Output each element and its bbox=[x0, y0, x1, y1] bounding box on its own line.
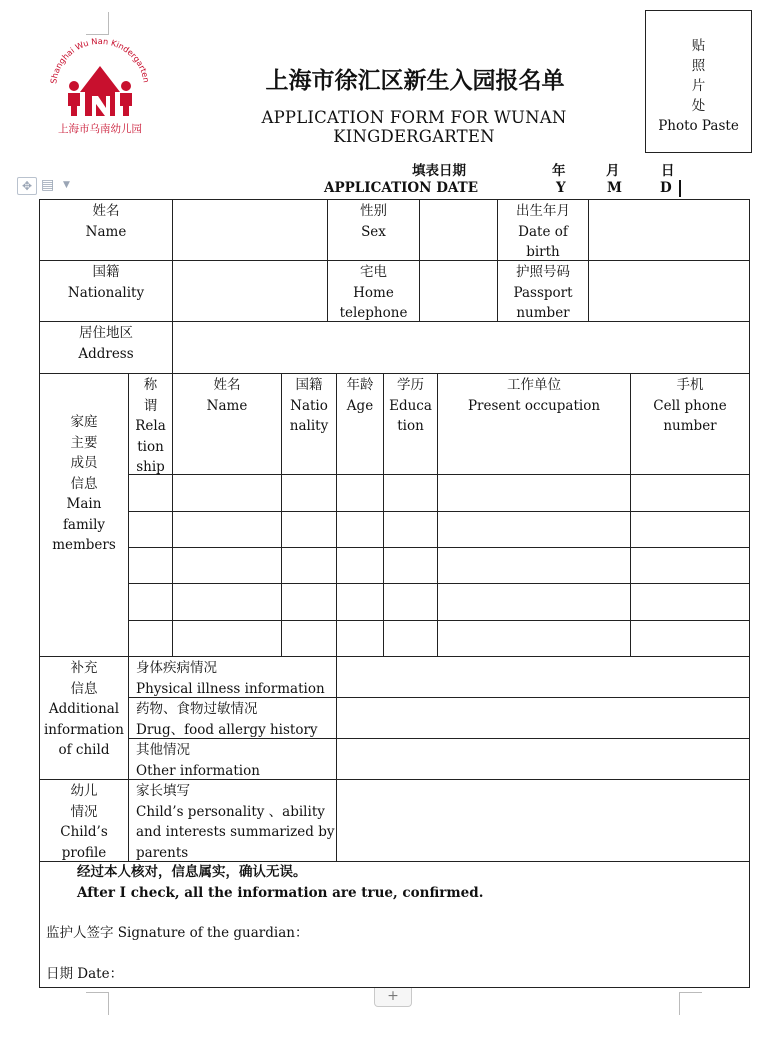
photo-en: Photo Paste bbox=[658, 118, 739, 134]
family-row-5-age[interactable] bbox=[337, 621, 384, 657]
photo-cn-4: 处 bbox=[691, 98, 706, 114]
family-row-5-name[interactable] bbox=[173, 621, 282, 657]
member-age-header: 年龄 Age bbox=[337, 374, 384, 475]
profile-field[interactable] bbox=[337, 780, 749, 862]
nationality-label-cell: 国籍 Nationality bbox=[40, 261, 173, 322]
crop-mark-top-left bbox=[86, 12, 109, 35]
passport-label-cell: 护照号码 Passport number bbox=[498, 261, 589, 322]
kindergarten-logo bbox=[40, 36, 160, 136]
declaration-cn: 经过本人核对，信息属实，确认无误。 bbox=[77, 864, 307, 880]
date-year-cn: 年 bbox=[552, 163, 566, 179]
guardian-signature-label[interactable]: 监护人签字 Signature of the guardian： bbox=[46, 925, 309, 941]
family-row-2-occupation[interactable] bbox=[438, 512, 631, 548]
family-row-5-occupation[interactable] bbox=[438, 621, 631, 657]
photo-cn-1: 贴 bbox=[691, 38, 706, 54]
application-form-table bbox=[39, 199, 750, 988]
table-menu-icon[interactable]: ▤ bbox=[41, 177, 55, 193]
family-row-1-name[interactable] bbox=[173, 475, 282, 512]
member-education-header: 学历 Educa tion bbox=[384, 374, 438, 475]
passport-field[interactable] bbox=[589, 261, 749, 322]
form-title-cn: 上海市徐汇区新生入园报名单 bbox=[265, 68, 565, 94]
sex-label-cell: 性别 Sex bbox=[328, 200, 420, 261]
crop-mark-bottom-left bbox=[86, 992, 109, 1015]
family-row-1-phone[interactable] bbox=[631, 475, 749, 512]
declaration-en: After I check, all the information are true, confirmed. bbox=[77, 884, 484, 901]
address-label-cell: 居住地区 Address bbox=[40, 322, 173, 374]
photo-cn-3: 片 bbox=[691, 78, 706, 94]
member-name-header: 姓名 Name bbox=[173, 374, 282, 475]
member-occupation-header: 工作单位 Present occupation bbox=[438, 374, 631, 475]
family-row-4-age[interactable] bbox=[337, 584, 384, 621]
family-row-4-nationality[interactable] bbox=[282, 584, 337, 621]
declaration-cell bbox=[40, 862, 749, 987]
name-field[interactable] bbox=[173, 200, 328, 261]
crop-mark-bottom-right bbox=[679, 992, 702, 1015]
chevron-down-icon[interactable]: ▼ bbox=[63, 180, 70, 190]
family-section-label: 家庭 主要 成员 信息 Main family members bbox=[40, 374, 129, 657]
family-row-5-relationship[interactable] bbox=[129, 621, 173, 657]
date-day-en: D bbox=[660, 180, 672, 196]
allergy-field[interactable] bbox=[337, 698, 749, 739]
family-row-5-education[interactable] bbox=[384, 621, 438, 657]
family-row-4-occupation[interactable] bbox=[438, 584, 631, 621]
date-month-en: M bbox=[607, 180, 622, 196]
form-title-en: APPLICATION FORM FOR WUNAN KINGDERGARTEN bbox=[261, 108, 567, 146]
photo-paste-box bbox=[645, 10, 752, 153]
logo-arc-text: Shanghai Wu Nan Kindergarten bbox=[48, 36, 152, 85]
home-telephone-label-cell: 宅电 Home telephone bbox=[328, 261, 420, 322]
text-cursor bbox=[679, 180, 681, 197]
family-row-1-age[interactable] bbox=[337, 475, 384, 512]
family-row-3-occupation[interactable] bbox=[438, 548, 631, 584]
date-year-en: Y bbox=[556, 180, 566, 196]
family-row-2-nationality[interactable] bbox=[282, 512, 337, 548]
physical-illness-field[interactable] bbox=[337, 657, 749, 698]
member-nationality-header: 国籍 Natio nality bbox=[282, 374, 337, 475]
family-row-4-relationship[interactable] bbox=[129, 584, 173, 621]
family-row-3-nationality[interactable] bbox=[282, 548, 337, 584]
nationality-field[interactable] bbox=[173, 261, 328, 322]
profile-section-label: 幼儿 情况 Child’s profile bbox=[40, 780, 129, 862]
supplement-section-label: 补充 信息 Additional information of child bbox=[40, 657, 129, 780]
sex-field[interactable] bbox=[420, 200, 498, 261]
family-row-3-relationship[interactable] bbox=[129, 548, 173, 584]
logo-cn-text: 上海市乌南幼儿园 bbox=[58, 123, 142, 135]
family-row-1-education[interactable] bbox=[384, 475, 438, 512]
home-telephone-field[interactable] bbox=[420, 261, 498, 322]
date-label-cn: 填表日期 bbox=[412, 163, 466, 179]
date-month-cn: 月 bbox=[606, 163, 620, 179]
table-move-handle[interactable]: ✥ bbox=[17, 177, 37, 195]
family-row-4-phone[interactable] bbox=[631, 584, 749, 621]
family-row-2-age[interactable] bbox=[337, 512, 384, 548]
photo-cn-2: 照 bbox=[691, 58, 706, 74]
family-row-3-age[interactable] bbox=[337, 548, 384, 584]
date-day-cn: 日 bbox=[661, 163, 675, 179]
address-field[interactable] bbox=[173, 322, 749, 374]
relationship-header: 称 谓 Rela tion ship bbox=[129, 374, 173, 475]
family-row-2-phone[interactable] bbox=[631, 512, 749, 548]
member-phone-header: 手机 Cell phone number bbox=[631, 374, 749, 475]
profile-question-label: 家长填写 Child’s personality 、ability and interests summarized by parents bbox=[129, 780, 337, 862]
family-row-2-name[interactable] bbox=[173, 512, 282, 548]
dob-label-cell: 出生年月 Date of birth bbox=[498, 200, 589, 261]
other-info-label: 其他情况 Other information bbox=[129, 739, 337, 780]
family-row-1-nationality[interactable] bbox=[282, 475, 337, 512]
family-row-4-name[interactable] bbox=[173, 584, 282, 621]
signature-date-label[interactable]: 日期 Date： bbox=[46, 965, 124, 982]
family-row-3-phone[interactable] bbox=[631, 548, 749, 584]
dob-field[interactable] bbox=[589, 200, 749, 261]
family-row-1-occupation[interactable] bbox=[438, 475, 631, 512]
name-label-cell: 姓名 Name bbox=[40, 200, 173, 261]
other-info-field[interactable] bbox=[337, 739, 749, 780]
family-row-5-nationality[interactable] bbox=[282, 621, 337, 657]
family-row-2-relationship[interactable] bbox=[129, 512, 173, 548]
date-label-en: APPLICATION DATE bbox=[324, 180, 479, 196]
allergy-label: 药物、食物过敏情况 Drug、food allergy history bbox=[129, 698, 337, 739]
family-row-4-education[interactable] bbox=[384, 584, 438, 621]
family-row-3-education[interactable] bbox=[384, 548, 438, 584]
family-row-2-education[interactable] bbox=[384, 512, 438, 548]
add-row-button[interactable]: + bbox=[374, 988, 412, 1007]
family-row-1-relationship[interactable] bbox=[129, 475, 173, 512]
family-row-3-name[interactable] bbox=[173, 548, 282, 584]
family-row-5-phone[interactable] bbox=[631, 621, 749, 657]
physical-illness-label: 身体疾病情况 Physical illness information bbox=[129, 657, 337, 698]
